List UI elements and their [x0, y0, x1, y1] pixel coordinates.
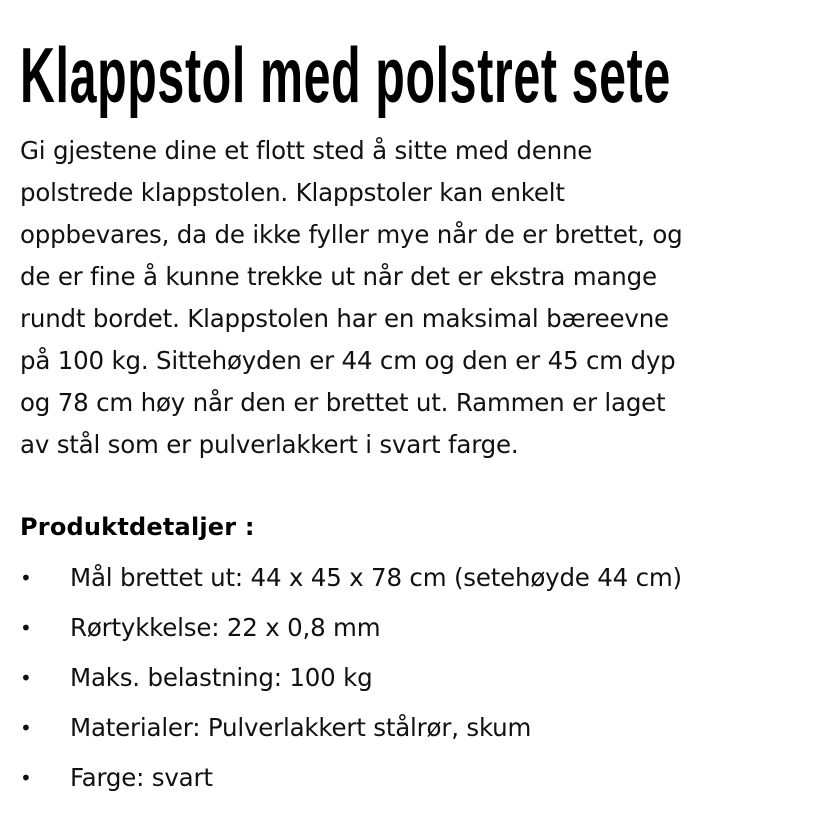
detail-dimensions: Mål brettet ut: 44 x 45 x 78 cm (setehøyde 44 cm): [70, 563, 682, 592]
bullet-icon: •: [20, 566, 32, 590]
bullet-icon: •: [20, 716, 32, 740]
bullet-icon: •: [20, 766, 32, 790]
description-line: rundt bordet. Klappstolen har en maksimal bæreevne: [20, 304, 669, 333]
list-item: [20, 603, 682, 653]
description-line: polstrede klappstolen. Klappstoler kan enkelt: [20, 178, 565, 207]
bullet-icon: •: [20, 666, 32, 690]
description-line: og 78 cm høy når den er brettet ut. Rammen er laget: [20, 388, 666, 417]
list-item: [20, 653, 682, 703]
product-title: Klappstol med polstret sete: [20, 31, 671, 119]
product-details-heading: Produktdetaljer :: [20, 513, 255, 541]
list-item: [20, 553, 682, 603]
list-item: [20, 753, 682, 803]
description-line: Gi gjestene dine et flott sted å sitte med denne: [20, 136, 593, 165]
list-item: [20, 703, 682, 753]
description-line: oppbevares, da de ikke fyller mye når de er brettet, og: [20, 220, 683, 249]
bullet-icon: •: [20, 616, 32, 640]
detail-tube-thickness: Rørtykkelse: 22 x 0,8 mm: [70, 613, 381, 642]
product-details-list: [20, 553, 682, 803]
detail-max-load: Maks. belastning: 100 kg: [70, 663, 373, 692]
description-line: av stål som er pulverlakkert i svart farge.: [20, 430, 519, 459]
detail-materials: Materialer: Pulverlakkert stålrør, skum: [70, 713, 532, 742]
product-description: [20, 130, 820, 466]
detail-color: Farge: svart: [70, 763, 213, 792]
description-line: de er fine å kunne trekke ut når det er ekstra mange: [20, 262, 657, 291]
description-line: på 100 kg. Sittehøyden er 44 cm og den er 45 cm dyp: [20, 346, 676, 375]
